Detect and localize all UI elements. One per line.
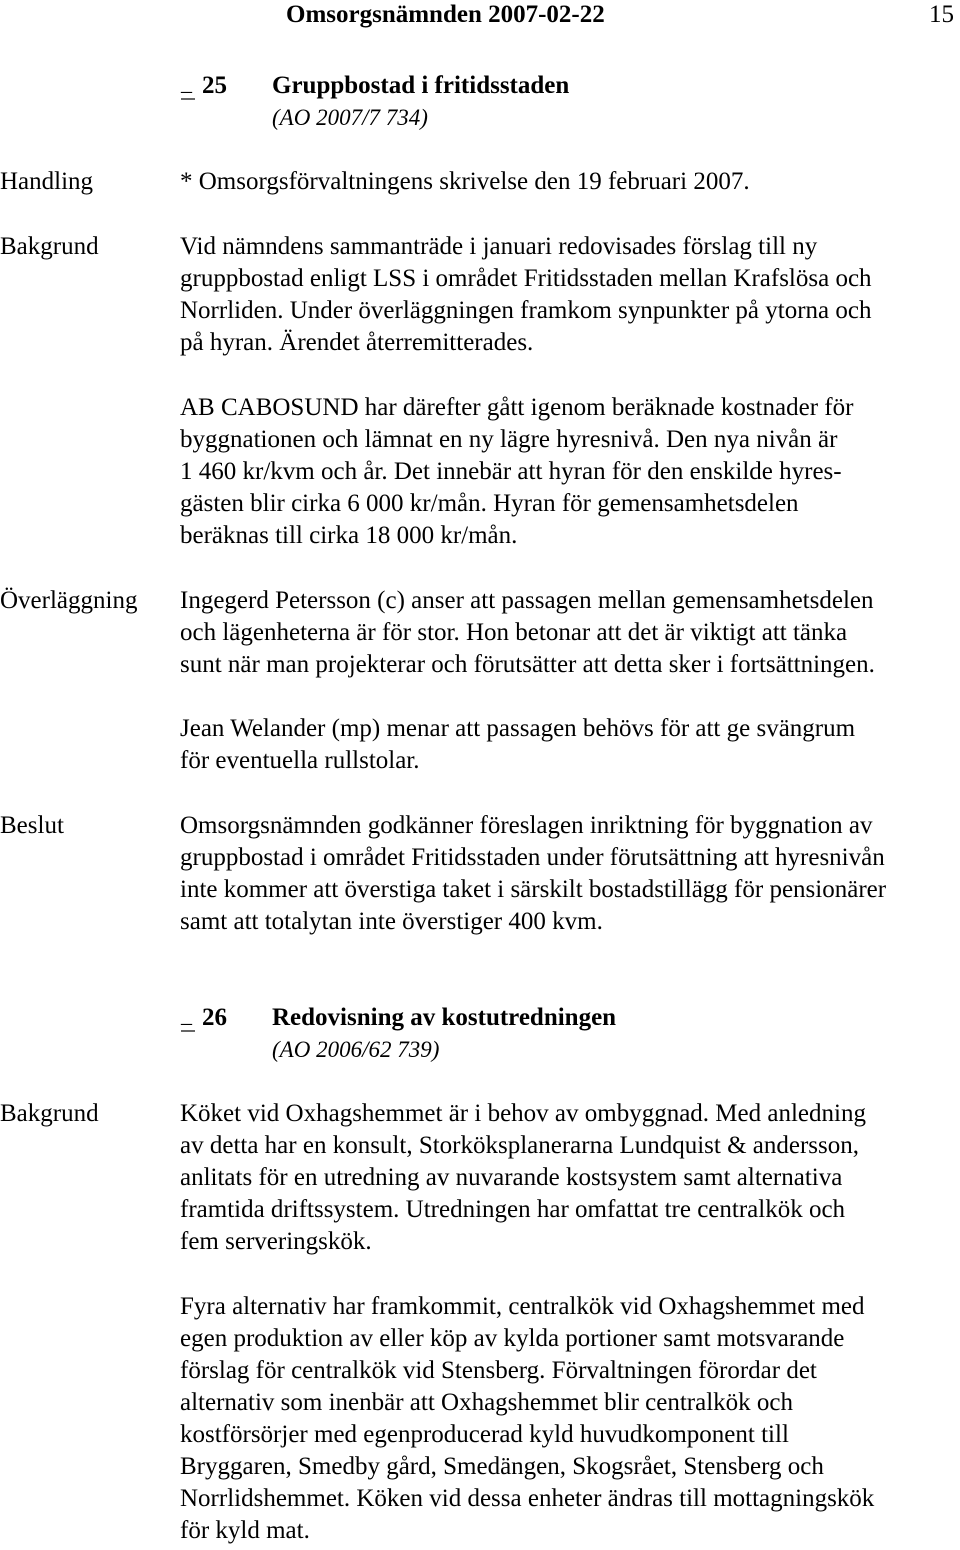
- section-reference: (AO 2006/62 739): [272, 1037, 440, 1062]
- row-text: Ingegerd Petersson (c) anser att passagen mellan gemensamhetsdelen och lägenheterna är för stor. Hon betonar att det är viktigt att tänka sunt när man projekterar och förutsätter att detta sker i fortsättningen.: [180, 587, 875, 678]
- row-text: AB CABOSUND har därefter gått igenom beräknade kostnader för byggnationen och lämnat en ny lägre hyresnivå. Den nya nivån är 1 460 kr/kvm och år. Det innebär att hyran för den enskilde hyres- gästen blir cirka 6 000 kr/mån. Hyran för gemensamhetsdelen beräknas till cirka 18 000 kr/mån.: [180, 394, 854, 549]
- page-number: 15: [929, 1, 954, 28]
- row-label: Beslut: [0, 812, 64, 839]
- row-text: Fyra alternativ har framkommit, centralkök vid Oxhagshemmet med egen produktion av eller köp av kylda portioner samt motsvarande förslag för centralkök vid Stensberg. Förvaltningen förordar det alternativ som inenbär att Oxhagshemmet blir centralkök och kostförsörjer med egenproducerad kyld huvudkomponent till Bryggaren, Smedby gård, Smedängen, Skogsrået, Stensberg och Norrlidshemmet. Köken vid dessa enheter ändras till mottagningskök för kyld mat.: [180, 1293, 875, 1544]
- row-text: Jean Welander (mp) menar att passagen behövs för att ge svängrum för eventuella rullstolar.: [180, 715, 856, 774]
- page-header: [286, 0, 960, 30]
- row-text: Vid nämndens sammanträde i januari redovisades förslag till ny gruppbostad enligt LSS i området Fritidsstaden mellan Krafslösa och Norrliden. Under överläggningen framkom synpunkter på ytorna och på hyran. Ärendet återremitterades.: [180, 233, 872, 356]
- svg-text:_: _: [181, 72, 192, 95]
- section-reference: (AO 2007/7 734): [272, 105, 428, 130]
- svg-text:_: _: [181, 1004, 192, 1027]
- section-title: Gruppbostad i fritidsstaden: [272, 72, 570, 99]
- row-label: Handling: [0, 168, 94, 195]
- paragraph-underscore-icon: [180, 72, 196, 100]
- page-header-title: Omsorgsnämnden 2007-02-22: [286, 1, 605, 28]
- row-text: Omsorgsnämnden godkänner föreslagen inriktning för byggnation av gruppbostad i området Fritidsstaden under förutsättning att hyresnivån inte kommer att överstiga taket i särskilt bostadstillägg för pensionärer samt att totalytan inte överstiger 400 kvm.: [180, 812, 887, 935]
- row-label: Bakgrund: [0, 233, 99, 260]
- paragraph-underscore-icon: [180, 1004, 196, 1032]
- section-heading: [180, 1004, 880, 1068]
- row-label: Bakgrund: [0, 1100, 99, 1127]
- row-text: * Omsorgsförvaltningens skrivelse den 19 februari 2007.: [180, 168, 750, 195]
- section-25: [0, 72, 960, 942]
- section-26: [0, 1004, 960, 1550]
- row-label: Överläggning: [0, 587, 138, 614]
- section-title: Redovisning av kostutredningen: [272, 1004, 617, 1031]
- section-heading: [180, 72, 880, 136]
- section-number: 26: [202, 1004, 227, 1031]
- section-number: 25: [202, 72, 227, 99]
- row-text: Köket vid Oxhagshemmet är i behov av ombyggnad. Med anledning av detta har en konsult, Storköksplanerarna Lundquist & andersson, anlitats för en utredning av nuvarande kostsystem samt alternativa framtida driftssystem. Utredningen har omfattat tre centralkök och fem serveringskök.: [180, 1100, 866, 1255]
